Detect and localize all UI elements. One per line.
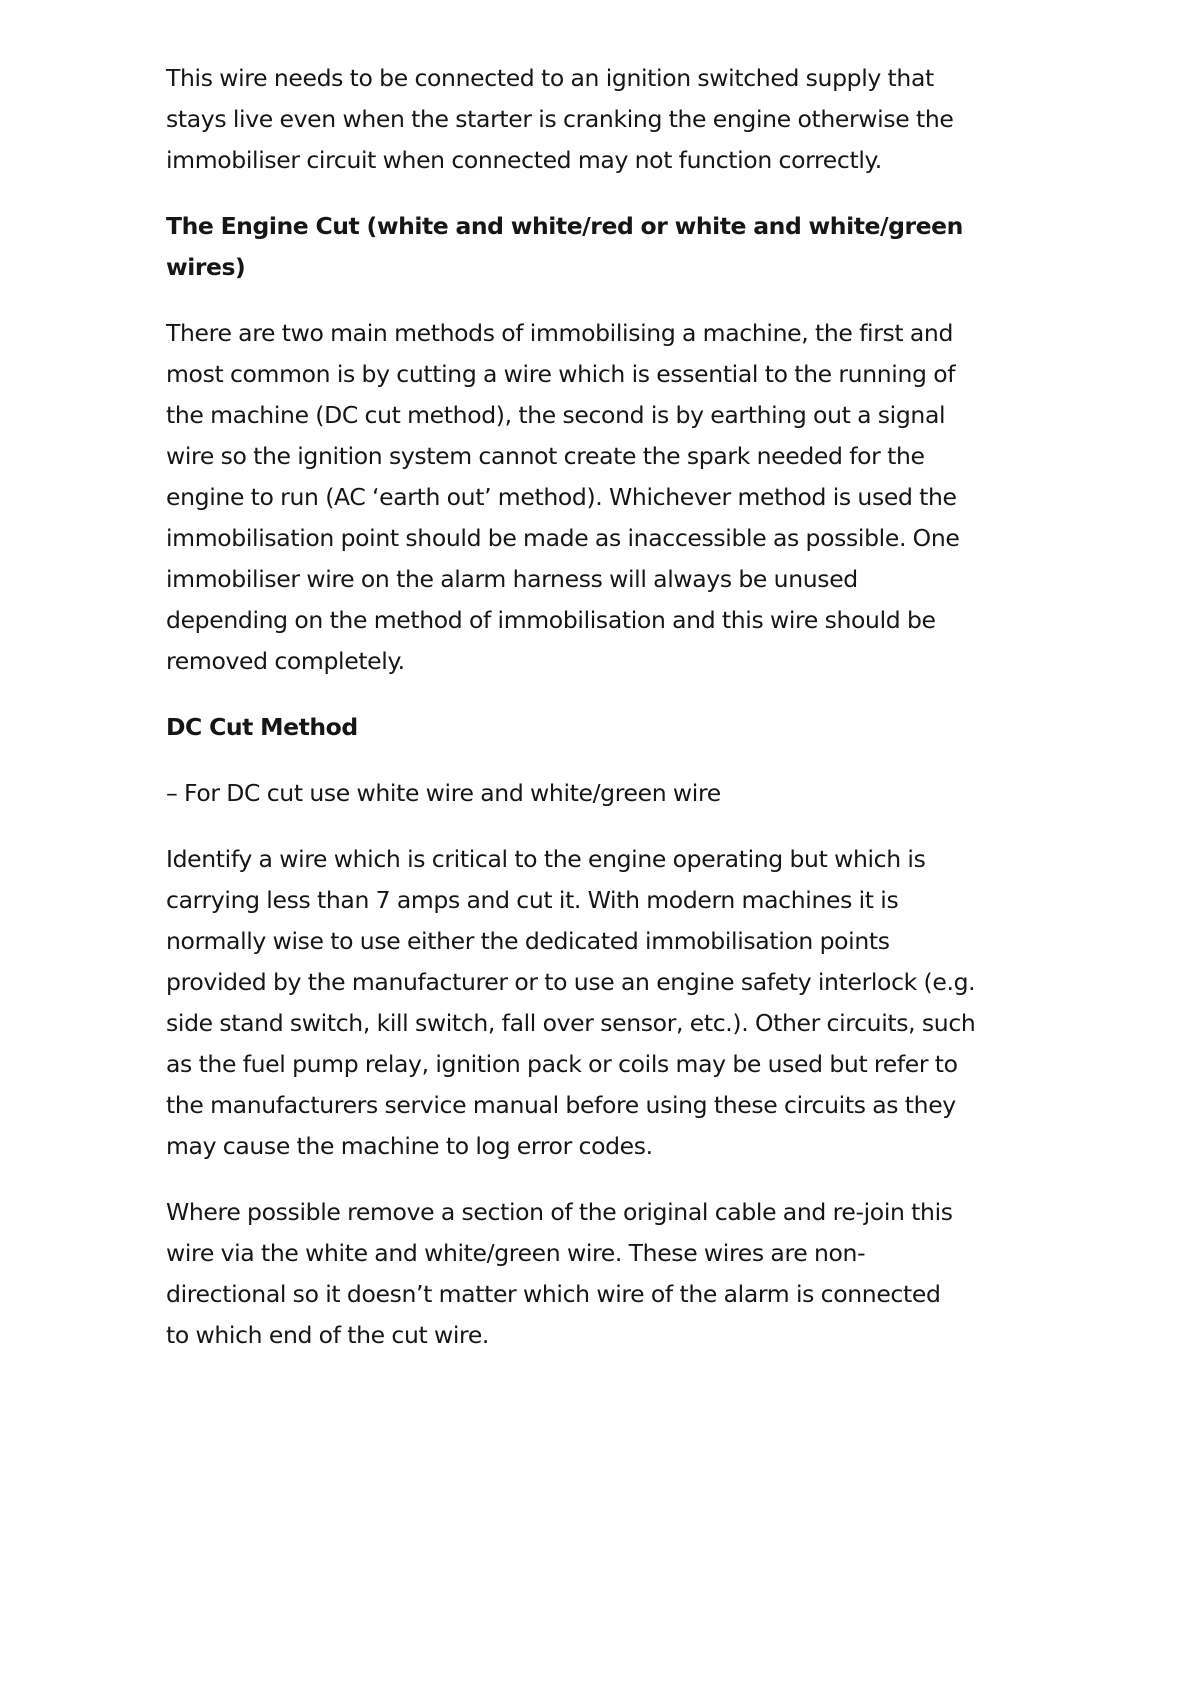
heading-engine-cut: The Engine Cut (white and white/red or white and white/green wires) <box>166 212 963 281</box>
paragraph-identify-wire: Identify a wire which is critical to the engine operating but which is carrying less than 7 amps and cut it. With modern machines it is normally wise to use either the dedicated immobilisation points provided by the manufacturer or to use an engine safety interlock (e.g. side stand switch, kill switch, fall over sensor, etc.). Other circuits, such as the fuel pump relay, ignition pack or coils may be used but refer to the manufacturers service manual before using these circuits as they may cause the machine to log error codes. <box>166 845 976 1160</box>
paragraph-immobilising-methods: There are two main methods of immobilising a machine, the first and most common is by cutting a wire which is essential to the running of the machine (DC cut method), the second is by earthing out a signal wire so the ignition system cannot create the spark needed for the engine to run (AC ‘earth out’ method). Whichever method is used the immobilisation point should be made as inaccessible as possible. One immobiliser wire on the alarm harness will always be unused depending on the method of immobilisation and this wire should be removed completely. <box>166 319 960 675</box>
paragraph-rejoin-wire: Where possible remove a section of the original cable and re-join this wire via the white and white/green wire. These wires are non- directional so it doesn’t matter which wire of the alarm is connected to which end of the cut wire. <box>166 1198 953 1349</box>
paragraph-dc-cut-wires: – For DC cut use white wire and white/green wire <box>166 779 721 807</box>
document-page <box>166 58 1046 1356</box>
heading-dc-cut-method: DC Cut Method <box>166 713 358 741</box>
paragraph-ignition-supply: This wire needs to be connected to an ignition switched supply that stays live even when the starter is cranking the engine otherwise the immobiliser circuit when connected may not function correctly. <box>166 64 954 174</box>
